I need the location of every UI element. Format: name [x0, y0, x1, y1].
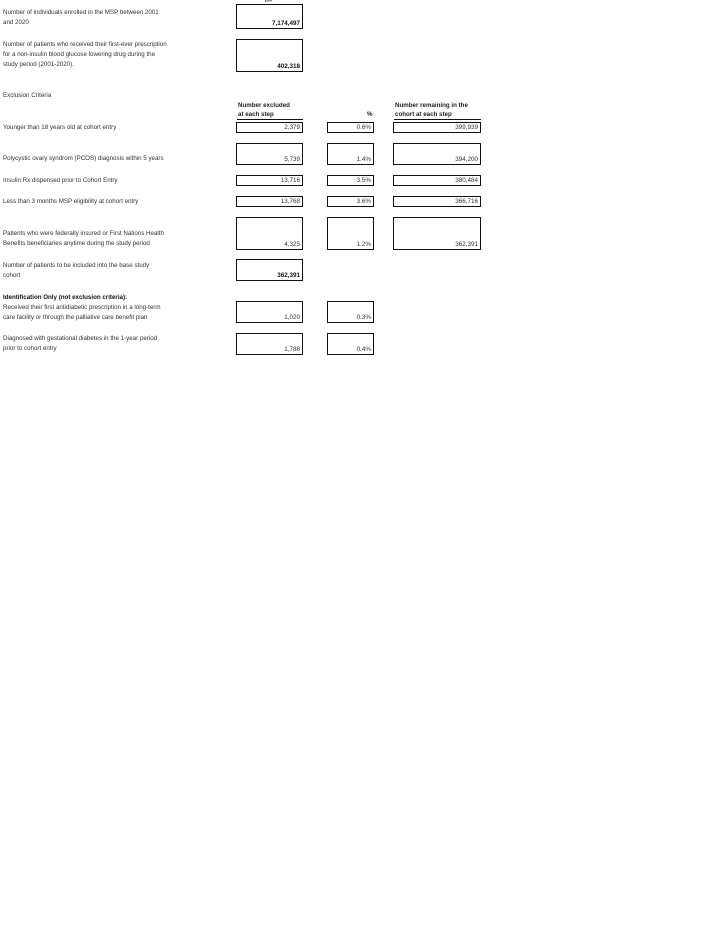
identification-section: [3, 293, 161, 323]
row-pcos-remaining: 394,200: [393, 143, 481, 165]
enrolled-label: [3, 8, 159, 28]
row-federal-remaining: 362,391: [393, 217, 481, 250]
enrolled-value-box: 7,174,497: [236, 4, 303, 29]
header-remaining-line1: Number remaining in the: [395, 102, 468, 109]
first-rx-value-box: 402,318: [236, 39, 303, 72]
base-cohort-value-box: 362,391: [236, 259, 303, 281]
base-cohort-label: [3, 261, 149, 281]
row-younger-pct: 0.6%: [327, 122, 374, 133]
row-pcos-label: Polycystic ovary syndrom (PCOS) diagnosis within 5 years: [3, 155, 164, 162]
first-rx-label-line2: for a non-insulin blood glucose lowering drug during the: [3, 51, 156, 58]
identification-gestational-pct: 0.4%: [327, 333, 374, 355]
header-remaining: [395, 102, 468, 119]
enrolled-label-line2: and 2020: [3, 19, 29, 26]
identification-ltc-label-line2: care facility or through the palliative care benefit plan: [3, 314, 148, 321]
first-rx-label-line1: Number of patients who received their first-ever prescription: [3, 41, 167, 48]
identification-ltc-label-line1: Received their first antidiabetic prescription in a long-term: [3, 304, 161, 311]
header-remaining-underline: [394, 119, 481, 120]
base-cohort-label-line1: Number of patients to be included into the base study: [3, 262, 150, 269]
row-insulin-label: Insulin Rx dispensed prior to Cohort Entry: [3, 177, 118, 184]
header-excluded-line1: Number excluded: [238, 102, 290, 109]
row-younger-excluded: 2,379: [236, 122, 303, 133]
row-federal-excluded: 4,325: [236, 217, 303, 250]
first-rx-label: [3, 40, 167, 70]
first-rx-label-line3: study period (2001-2020).: [3, 61, 74, 68]
exclusion-criteria-title: Exclusion Criteria: [3, 92, 52, 99]
identification-ltc-count: 1,020: [236, 301, 303, 323]
identification-gestational-count: 1,788: [236, 333, 303, 355]
row-federal-pct: 1.2%: [327, 217, 374, 250]
row-msp-eligibility-remaining: 366,716: [393, 196, 481, 207]
header-excluded-line2: at each step: [238, 110, 274, 118]
row-younger-label: Younger than 18 years old at cohort entry: [3, 124, 117, 131]
identification-title: Identification Only (not exclusion criteria):: [3, 294, 128, 301]
row-msp-eligibility-excluded: 13,768: [236, 196, 303, 207]
row-insulin-excluded: 13,716: [236, 175, 303, 186]
row-pcos-pct: 1.4%: [327, 143, 374, 165]
row-federal-label: [3, 229, 164, 249]
header-remaining-line2: cohort at each step: [395, 110, 452, 118]
header-percent: %: [367, 111, 373, 118]
identification-gestational-label-line2: prior to cohort entry: [3, 345, 57, 352]
row-msp-eligibility-pct: 3.6%: [327, 196, 374, 207]
base-cohort-label-line2: cohort: [3, 272, 21, 279]
identification-ltc-pct: 0.3%: [327, 301, 374, 323]
enrolled-label-line1: Number of individuals enrolled in the MSP between 2001: [3, 9, 159, 16]
header-excluded-underline: [237, 119, 303, 120]
row-insulin-pct: 3.5%: [327, 175, 374, 186]
row-pcos-excluded: 5,739: [236, 143, 303, 165]
row-msp-eligibility-label: Less than 3 months MSP eligibility at cohort entry: [3, 198, 139, 205]
identification-gestational-label-line1: Diagnosed with gestational diabetes in the 1-year period: [3, 335, 158, 342]
row-federal-label-line1: Patients who were federally insured or First Nations Health: [3, 230, 164, 237]
row-insulin-remaining: 380,484: [393, 175, 481, 186]
header-excluded: [238, 102, 290, 119]
n-header: n=: [265, 0, 273, 4]
row-federal-label-line2: Benefits beneficiaries anytime during the study period: [3, 240, 150, 247]
identification-gestational-label: [3, 334, 157, 354]
row-younger-remaining: 399,939: [393, 122, 481, 133]
